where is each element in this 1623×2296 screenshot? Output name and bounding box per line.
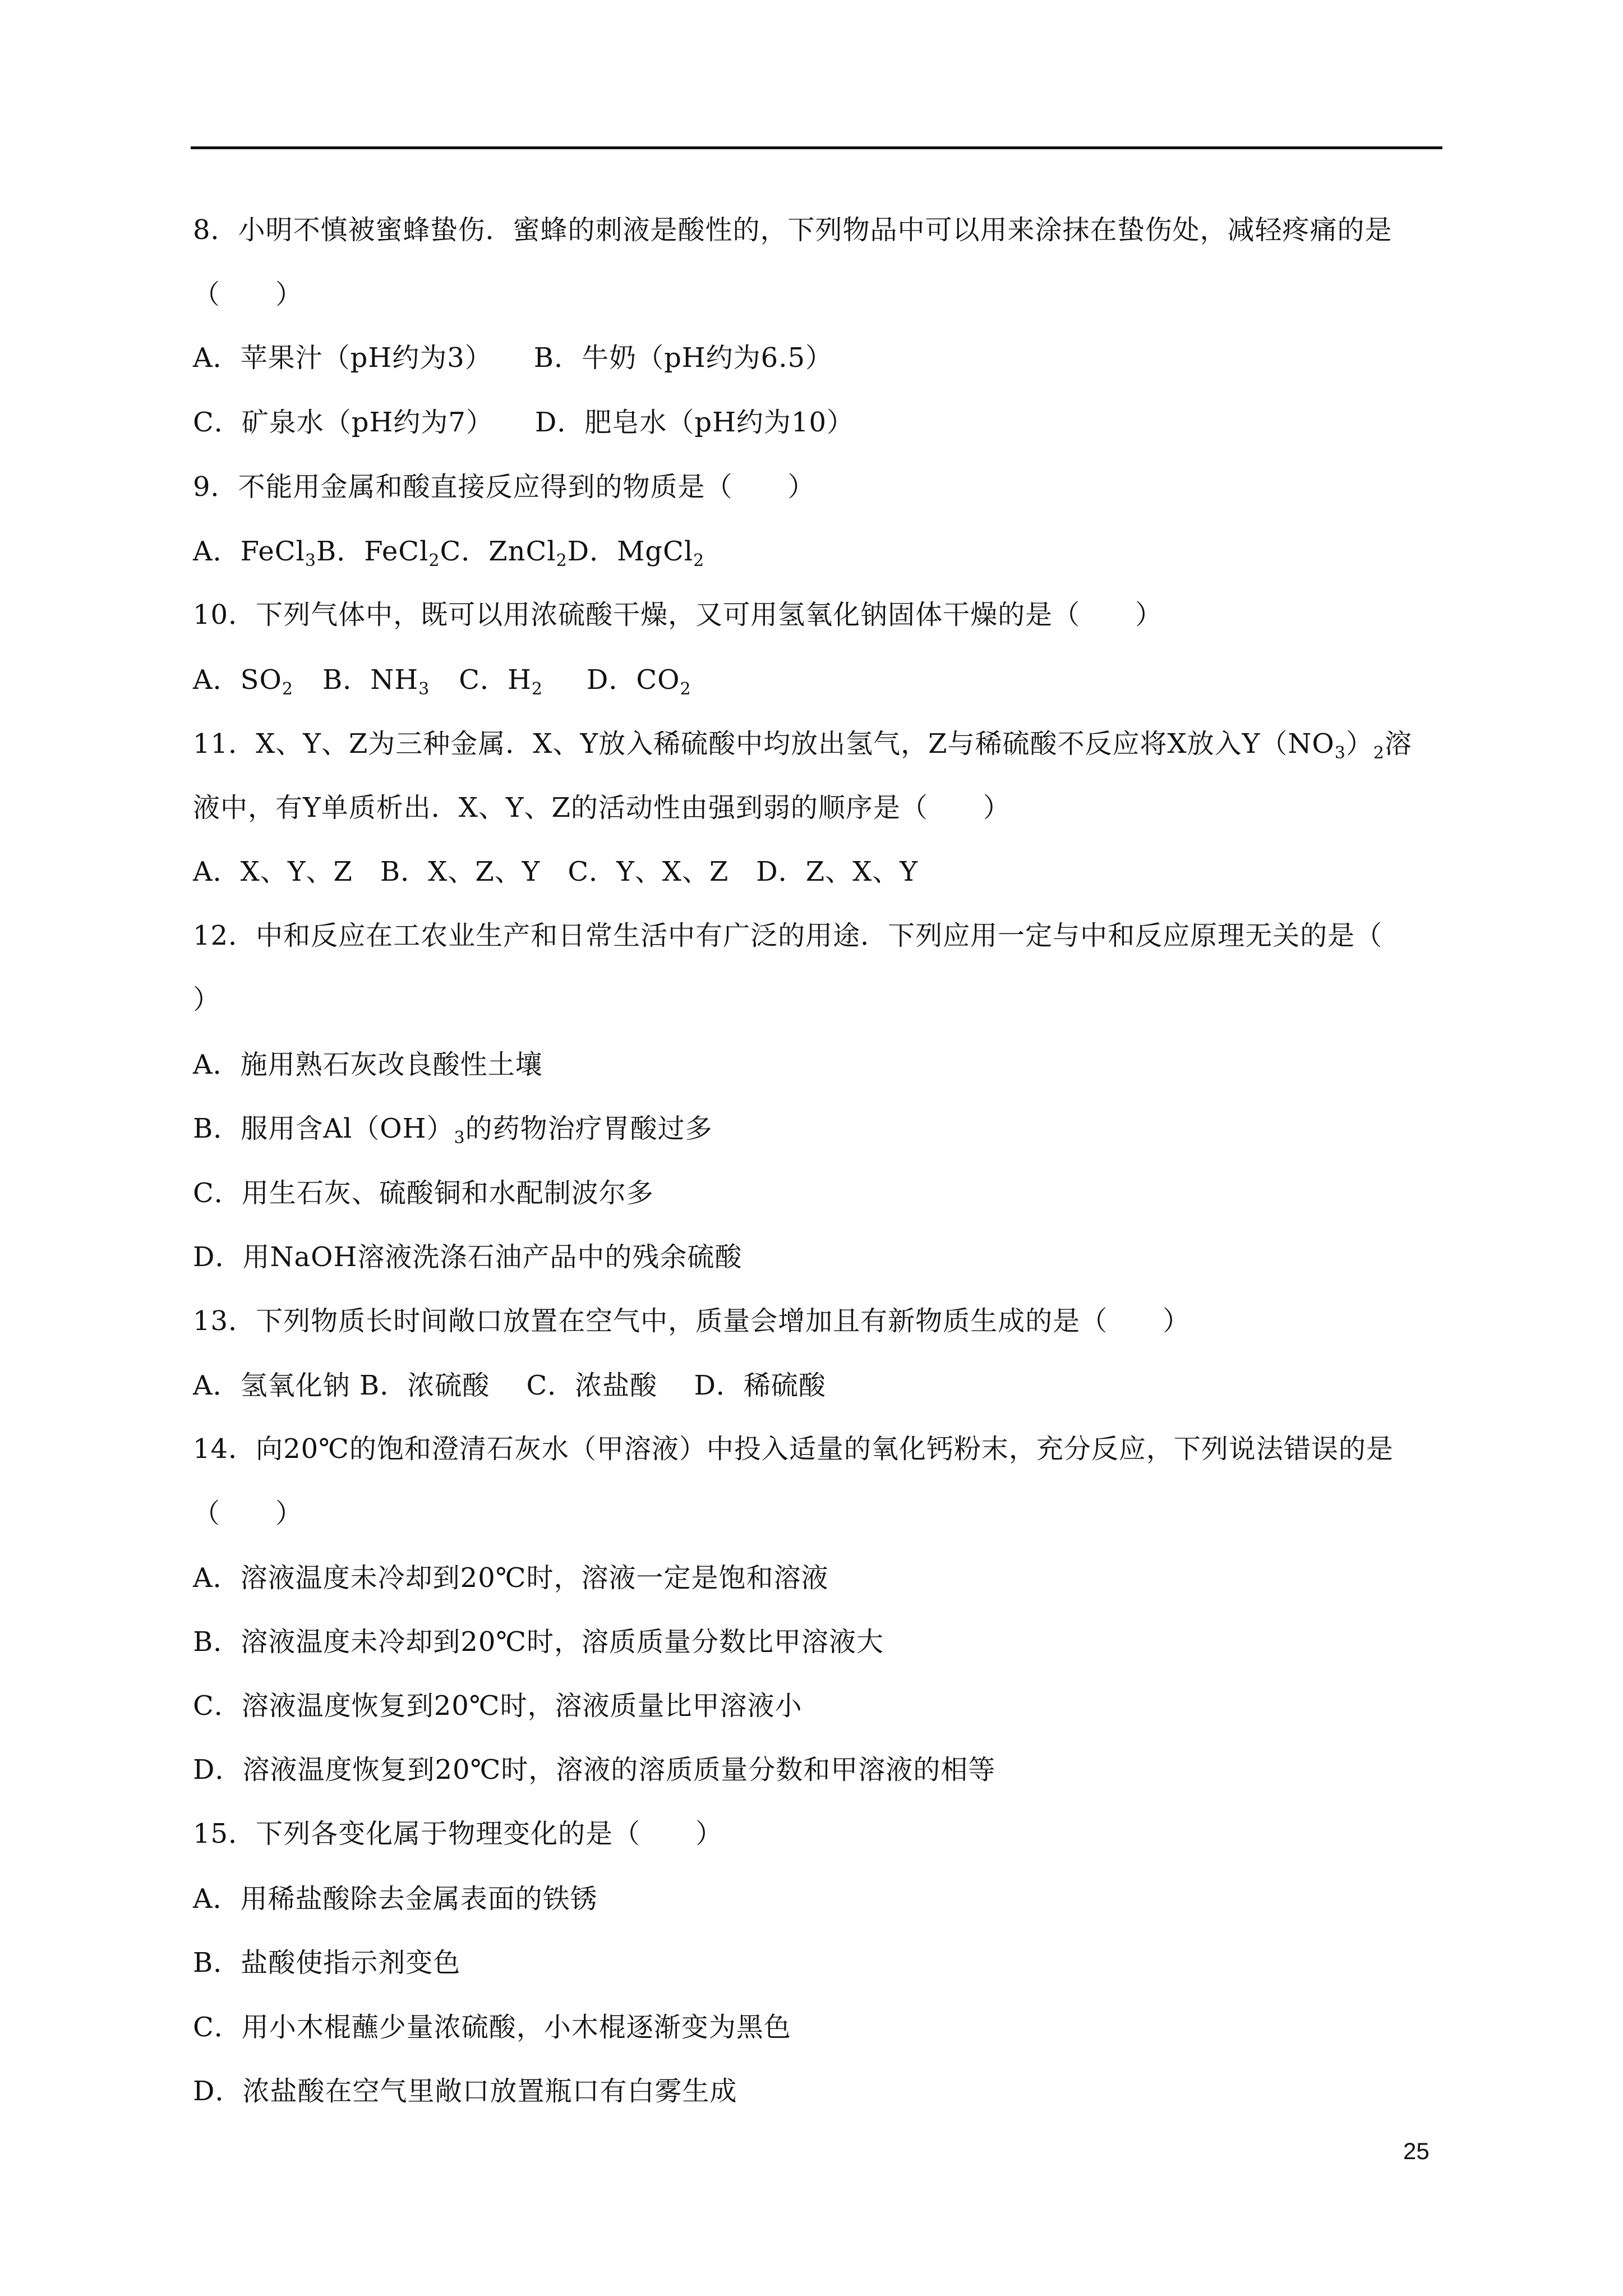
q14-option-b: B．溶液温度未冷却到20℃时，溶质质量分数比甲溶液大 xyxy=(193,1626,884,1658)
q15-stem: 15．下列各变化属于物理变化的是（ ） xyxy=(193,1818,723,1849)
q12-stem-end: ） xyxy=(193,984,221,1015)
q10-option-a: A．SO xyxy=(193,664,282,696)
q13-options: A．氢氧化钠 B．浓硫酸 C．浓盐酸 D．稀硫酸 xyxy=(193,1370,826,1401)
q9-option-c-subscript: 2 xyxy=(556,551,568,570)
q8-stem: 8．小明不慎被蜜蜂蛰伤．蜜蜂的刺液是酸性的，下列物品中可以用来涂抹在蛰伤处，减轻疼痛的是 xyxy=(193,214,1393,246)
q13-stem: 13．下列物质长时间敞口放置在空气中，质量会增加且有新物质生成的是（ ） xyxy=(193,1305,1191,1337)
q9-option-a: A．FeCl xyxy=(193,536,305,567)
q9-option-a-subscript: 3 xyxy=(305,551,316,570)
q14-stem: 14．向20℃的饱和澄清石灰水（甲溶液）中投入适量的氧化钙粉末，充分反应，下列说法错误的是 xyxy=(193,1433,1394,1465)
page-number: 25 xyxy=(1403,2138,1430,2164)
q12-option-b-subscript: 3 xyxy=(454,1128,465,1148)
q10-option-c-subscript: 2 xyxy=(531,679,543,699)
q11-stem-line2: 液中，有Y单质析出．X、Y、Z的活动性由强到弱的顺序是（ ） xyxy=(193,792,1011,823)
q9-option-d-subscript: 2 xyxy=(693,551,705,570)
q10-option-b: B．NH xyxy=(322,664,419,696)
q10-option-c: C．H xyxy=(459,664,532,696)
q15-option-d: D．浓盐酸在空气里敞口放置瓶口有白雾生成 xyxy=(193,2076,737,2107)
q9-options xyxy=(193,535,704,568)
q14-answer-blank: （ ） xyxy=(193,1498,303,1529)
q11-stem-part2: ） xyxy=(1345,728,1373,760)
q8-answer-blank: （ ） xyxy=(193,279,303,310)
q9-option-b-subscript: 2 xyxy=(428,551,440,570)
q12-option-c: C．用生石灰、硫酸铜和水配制波尔多 xyxy=(193,1177,654,1209)
q12-option-b-part1: B．服用含Al（OH） xyxy=(193,1113,454,1144)
q12-option-b xyxy=(193,1112,713,1148)
q8-options-cd: C．矿泉水（pH约为7） D．肥皂水（pH约为10） xyxy=(193,407,855,438)
q12-stem: 12．中和反应在工农业生产和日常生活中有广泛的用途．下列应用一定与中和反应原理无关的是（ xyxy=(193,920,1383,951)
q9-option-c: C．ZnCl xyxy=(440,536,556,567)
q11-stem-line1 xyxy=(193,727,1412,761)
q10-option-d: D．CO xyxy=(586,664,680,696)
header-rule xyxy=(191,146,1442,149)
q15-option-c: C．用小木棍蘸少量浓硫酸，小木棍逐渐变为黑色 xyxy=(193,2012,791,2043)
q14-option-c: C．溶液温度恢复到20℃时，溶液质量比甲溶液小 xyxy=(193,1690,803,1722)
q10-option-d-subscript: 2 xyxy=(680,679,691,699)
q14-option-d: D．溶液温度恢复到20℃时，溶液的溶质质量分数和甲溶液的相等 xyxy=(193,1754,996,1786)
q11-stem-part3: 溶 xyxy=(1384,728,1412,760)
q14-option-a: A．溶液温度未冷却到20℃时，溶液一定是饱和溶液 xyxy=(193,1562,829,1594)
q12-option-b-part2: 的药物治疗胃酸过多 xyxy=(465,1113,713,1144)
q12-option-a: A．施用熟石灰改良酸性土壤 xyxy=(193,1049,543,1080)
q8-options-ab: A．苹果汁（pH约为3） B．牛奶（pH约为6.5） xyxy=(193,342,833,374)
q9-option-d: D．MgCl xyxy=(567,536,694,567)
q10-option-b-subscript: 3 xyxy=(418,679,430,699)
q12-option-d: D．用NaOH溶液洗涤石油产品中的残余硫酸 xyxy=(193,1241,743,1273)
q10-options xyxy=(193,663,691,697)
q11-stem-subscript1: 3 xyxy=(1334,743,1346,763)
q10-option-a-subscript: 2 xyxy=(282,679,293,699)
q15-option-b: B．盐酸使指示剂变色 xyxy=(193,1947,461,1978)
q11-stem-subscript2: 2 xyxy=(1373,743,1385,763)
q11-stem-part1: 11．X、Y、Z为三种金属．X、Y放入稀硫酸中均放出氢气，Z与稀硫酸不反应将X放入Y（NO xyxy=(193,728,1335,760)
q15-option-a: A．用稀盐酸除去金属表面的铁锈 xyxy=(193,1883,598,1915)
q10-stem: 10．下列气体中，既可以用浓硫酸干燥，又可用氢氧化钠固体干燥的是（ ） xyxy=(193,599,1163,631)
q9-option-b: B．FeCl xyxy=(316,536,429,567)
q11-options: A．X、Y、Z B．X、Z、Y C．Y、X、Z D．Z、X、Y xyxy=(193,856,918,887)
q9-stem: 9．不能用金属和酸直接反应得到的物质是（ ） xyxy=(193,471,815,503)
